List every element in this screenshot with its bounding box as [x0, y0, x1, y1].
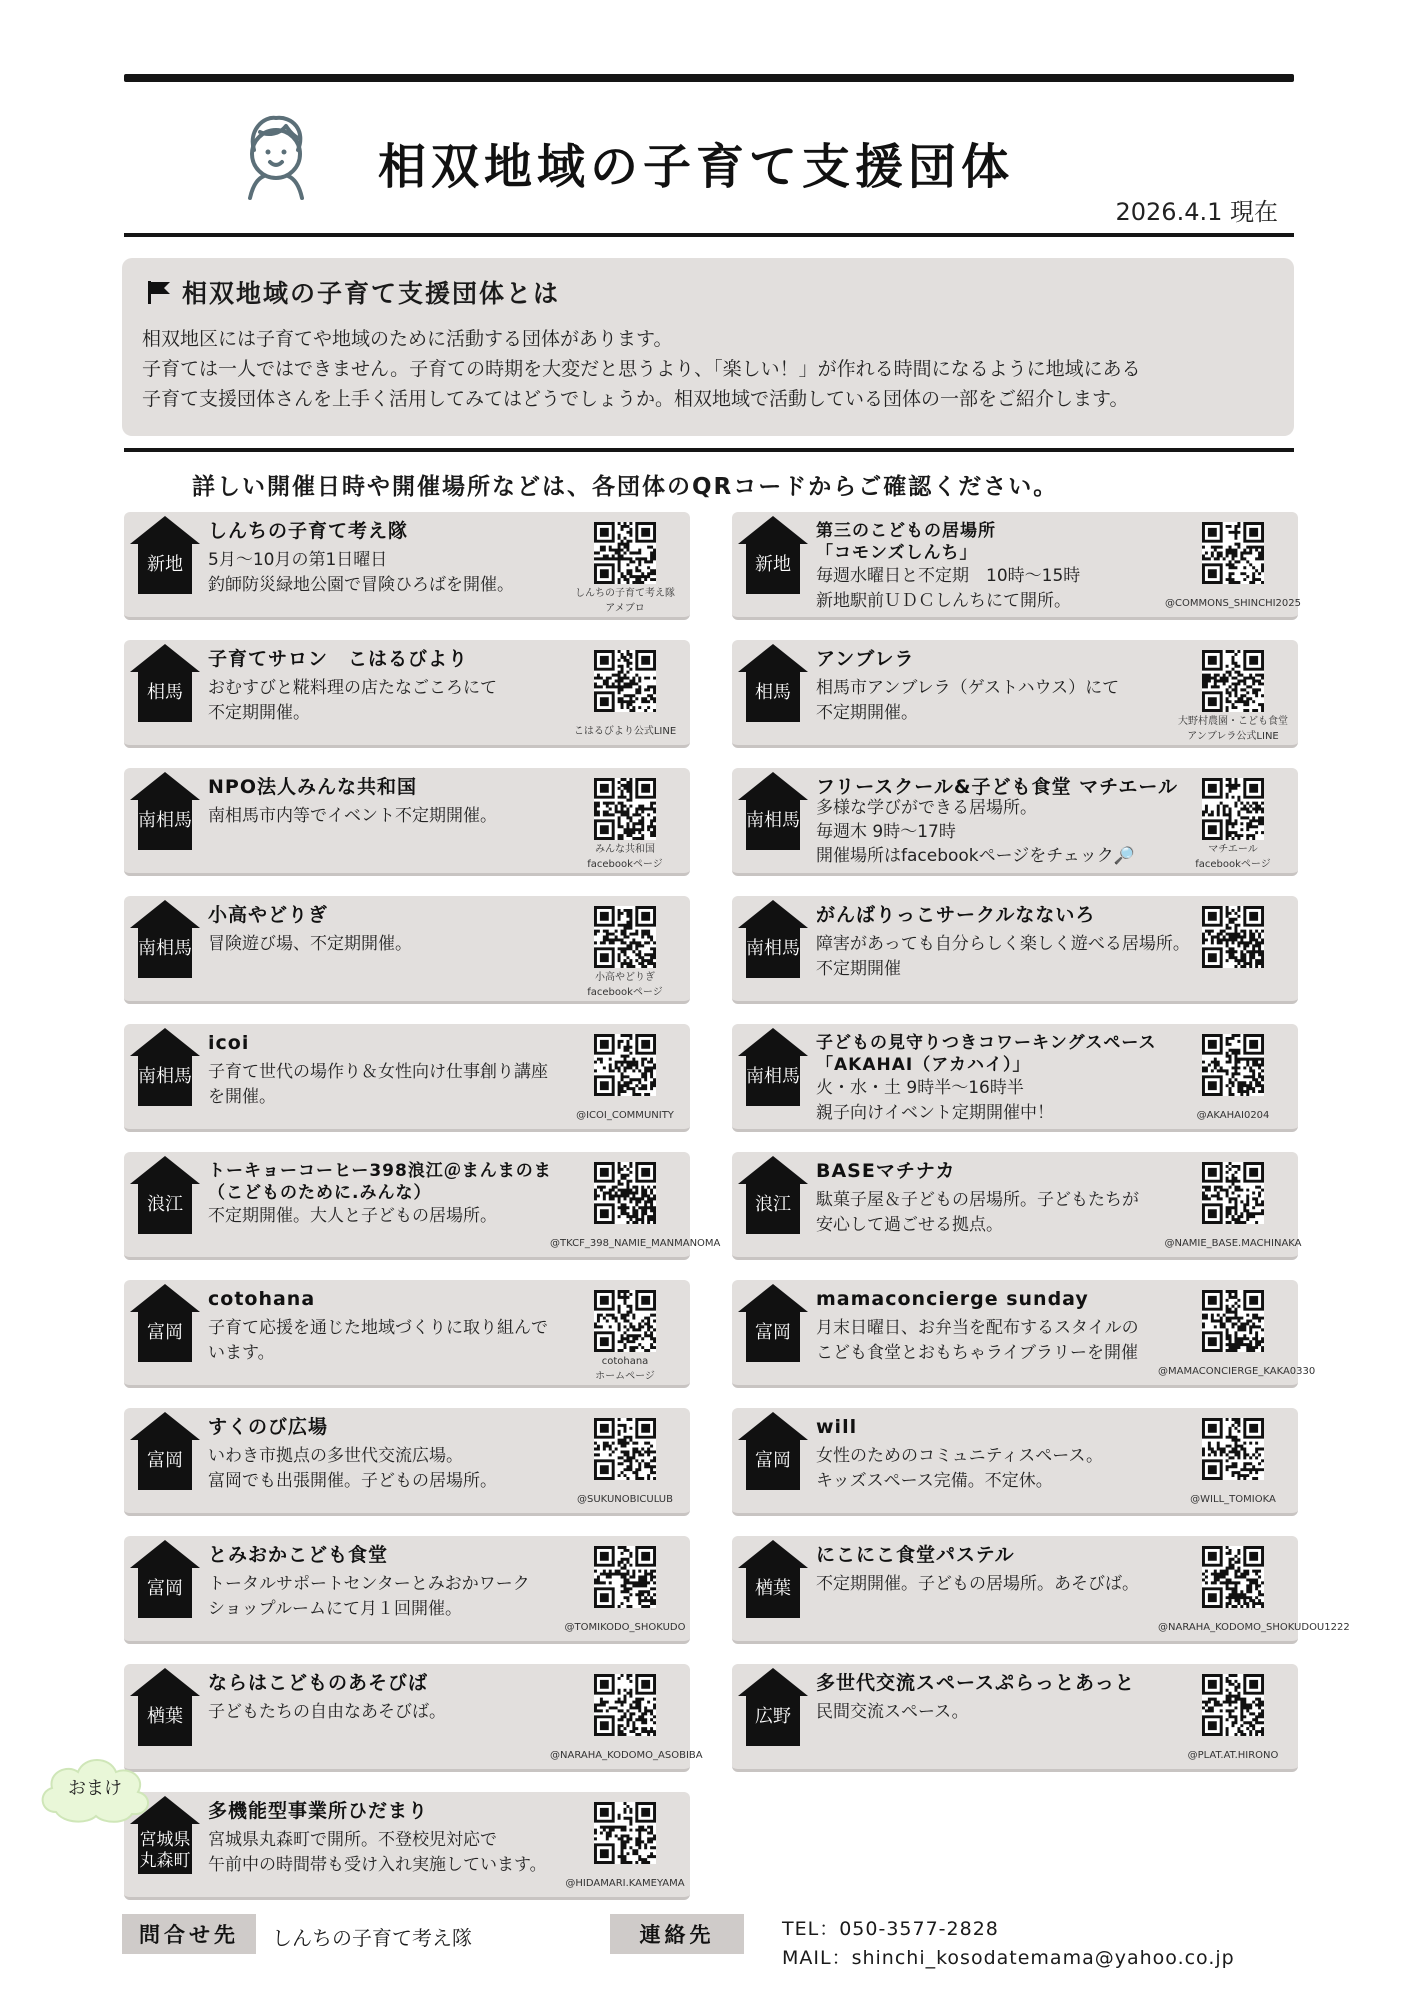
group-name-line: cotohana — [208, 1288, 316, 1310]
qr-caption — [1158, 1748, 1308, 1763]
group-name-line: NPO法人みんな共和国 — [208, 776, 417, 798]
description-line: 民間交流スペース。 — [816, 1702, 969, 1722]
area-line: 富岡 — [755, 1450, 791, 1471]
area-label — [736, 1066, 810, 1088]
group-card — [124, 1152, 721, 1260]
qr-code-icon[interactable] — [594, 1418, 656, 1480]
area-label — [736, 938, 810, 960]
area-badge — [128, 514, 202, 596]
group-name-line: アンブレラ — [816, 648, 915, 670]
group-card — [124, 1408, 690, 1516]
area-label — [128, 1066, 202, 1088]
qr-caption-line: みんな共和国 — [595, 844, 655, 855]
description-line: 子育て応援を通じた地域づくりに取り組んで — [208, 1318, 548, 1338]
area-line: 浪江 — [755, 1194, 791, 1215]
group-card — [732, 1024, 1298, 1132]
description-line: 不定期開催。子どもの居場所。あそびば。 — [816, 1574, 1139, 1594]
group-card — [732, 1408, 1298, 1516]
description-line: を開催。 — [208, 1087, 276, 1107]
area-label — [736, 682, 810, 704]
area-label — [736, 1450, 810, 1472]
group-card — [732, 768, 1298, 876]
contact-info-label: 連絡先 — [610, 1914, 744, 1954]
qr-code-icon[interactable] — [594, 650, 656, 712]
description-line: 障害があっても自分らしく楽しく遊べる居場所。 — [816, 934, 1190, 954]
group-name — [208, 1800, 428, 1822]
group-card — [124, 1792, 690, 1900]
qr-caption-line: @PLAT.AT.HIRONO — [1187, 1750, 1279, 1761]
area-badge — [128, 1410, 202, 1492]
group-card — [124, 512, 690, 620]
qr-code[interactable] — [1202, 522, 1264, 584]
qr-code[interactable] — [594, 650, 656, 712]
area-badge — [736, 1666, 810, 1748]
area-line: 南相馬 — [746, 810, 800, 831]
area-line: 丸森町 — [139, 1851, 191, 1871]
description-line: おむすびと糀料理の店たなごころにて — [208, 678, 497, 698]
intro-line: 相双地区には子育てや地域のために活動する団体があります。 — [142, 328, 673, 350]
description-line: 南相馬市内等でイベント不定期開催。 — [208, 806, 497, 826]
description-line: 午前中の時間帯も受け入れ実施しています。 — [208, 1855, 547, 1875]
group-name — [208, 648, 468, 670]
group-description — [816, 796, 1135, 868]
group-card — [124, 1024, 690, 1132]
group-description — [816, 1444, 1103, 1494]
group-name-line: 第三のこどもの居場所 — [816, 521, 996, 541]
group-description — [208, 1316, 548, 1366]
description-line: 子どもたちの自由なあそびば。 — [208, 1702, 446, 1722]
qr-code-icon[interactable] — [594, 906, 656, 968]
area-label — [128, 554, 202, 576]
group-description — [208, 932, 412, 957]
group-card — [732, 1664, 1298, 1772]
qr-caption — [1158, 1108, 1308, 1123]
group-name-line: （こどものために.みんな） — [208, 1183, 432, 1203]
description-line: 親子向けイベント定期開催中！ — [816, 1103, 1054, 1123]
qr-caption-line: 小高やどりぎ — [595, 972, 655, 983]
group-name-line: フリースクール&子ども食堂 マチエール — [816, 776, 1178, 798]
qr-caption — [1158, 1236, 1308, 1251]
group-description — [208, 1572, 530, 1622]
description-line: 不定期開催。 — [816, 703, 918, 723]
qr-code-icon[interactable] — [1202, 1674, 1264, 1736]
area-label — [736, 1578, 810, 1600]
area-label — [128, 1706, 202, 1728]
qr-code[interactable] — [594, 522, 656, 584]
group-description — [816, 1076, 1054, 1126]
area-line: 相馬 — [755, 682, 791, 703]
description-line: 開催場所はfacebookページをチェック🔎 — [816, 846, 1135, 866]
qr-caption — [550, 1236, 721, 1251]
group-card — [732, 512, 1301, 620]
qr-caption — [550, 1492, 700, 1507]
area-line: 新地 — [147, 554, 183, 575]
intro-line: 子育ては一人ではできません。子育ての時期を大変だと思うより、「楽しい！」が作れる時間になるように地域にある — [142, 358, 1141, 380]
group-name-line: mamaconcierge sunday — [816, 1288, 1089, 1310]
area-line: 富岡 — [147, 1578, 183, 1599]
qr-caption-line: 大野村農園・こども食堂 — [1178, 716, 1288, 727]
intro-heading — [146, 274, 1274, 310]
group-description — [816, 564, 1080, 614]
qr-caption-line: @COMMONS_SHINCHI2025 — [1164, 598, 1301, 609]
group-name-line: 多機能型事業所ひだまり — [208, 1800, 429, 1822]
group-card — [124, 640, 690, 748]
group-description — [816, 1700, 969, 1725]
group-card — [732, 640, 1298, 748]
qr-code-icon[interactable] — [1202, 1162, 1264, 1224]
intro-title: 相双地域の子育て支援団体とは — [182, 279, 561, 308]
area-line: 新地 — [755, 554, 791, 575]
qr-code[interactable] — [1202, 1418, 1264, 1480]
group-description — [208, 1828, 547, 1878]
group-name — [208, 904, 328, 926]
group-name — [816, 776, 1178, 798]
description-line: 駄菓子屋＆子どもの居場所。子どもたちが — [816, 1190, 1139, 1210]
qr-notice: 詳しい開催日時や開催場所などは、各団体のQRコードからご確認ください。 — [192, 474, 1059, 500]
description-line: キッズスペース完備。不定休。 — [816, 1471, 1053, 1491]
qr-caption-line: @ICOI_COMMUNITY — [576, 1110, 674, 1121]
description-line: 毎週木 9時～17時 — [816, 822, 956, 842]
qr-code-icon[interactable] — [1202, 650, 1264, 712]
qr-caption — [550, 842, 700, 872]
area-badge — [128, 1282, 202, 1364]
qr-code-icon[interactable] — [594, 1162, 656, 1224]
group-card — [124, 768, 690, 876]
qr-code-icon[interactable] — [594, 778, 656, 840]
qr-code[interactable] — [1202, 778, 1264, 840]
area-label — [736, 554, 810, 576]
qr-caption-line: @NARAHA_KODOMO_ASOBIBA — [550, 1750, 703, 1761]
description-line: 月末日曜日、お弁当を配布するスタイルの — [816, 1318, 1139, 1338]
group-name — [816, 1416, 857, 1438]
qr-code-icon[interactable] — [1202, 1418, 1264, 1480]
area-line: 南相馬 — [138, 938, 192, 959]
group-description — [816, 676, 1119, 726]
qr-caption-line: しんちの子育て考え隊 — [575, 588, 675, 599]
area-line: 南相馬 — [138, 1066, 192, 1087]
group-card — [124, 1280, 690, 1388]
qr-caption-line: @HIDAMARI.KAMEYAMA — [565, 1878, 685, 1889]
group-description — [816, 1572, 1139, 1597]
area-badge — [128, 1666, 202, 1748]
qr-code[interactable] — [1202, 1674, 1264, 1736]
group-name — [208, 1416, 328, 1438]
qr-caption-line: @MAMACONCIERGE_KAKA0330 — [1158, 1366, 1316, 1377]
qr-code-icon[interactable] — [1202, 522, 1264, 584]
group-name-line: がんばりっこサークルなないろ — [816, 904, 1096, 926]
area-label — [128, 1578, 202, 1600]
group-name — [208, 520, 408, 542]
group-description — [208, 676, 497, 726]
group-name — [208, 1160, 552, 1204]
qr-code[interactable] — [1202, 1162, 1264, 1224]
contact-mail: MAIL：shinchi_kosodatemama@yahoo.co.jp — [782, 1947, 1235, 1969]
description-line: います。 — [208, 1343, 275, 1363]
group-name-line: will — [816, 1416, 858, 1438]
area-badge — [128, 898, 202, 980]
bonus-label: おまけ — [68, 1778, 122, 1799]
group-description — [208, 1060, 548, 1110]
group-card — [732, 1536, 1350, 1644]
description-line: ショップルームにて月１回開催。 — [208, 1599, 462, 1619]
qr-caption-line: facebookページ — [587, 987, 663, 998]
group-description — [208, 1444, 497, 1494]
header-rule — [124, 233, 1294, 237]
area-label — [128, 1830, 202, 1872]
area-label — [128, 1194, 202, 1216]
qr-caption — [550, 970, 700, 1000]
qr-caption — [1158, 596, 1308, 611]
qr-caption-line: アンブレラ公式LINE — [1187, 731, 1279, 742]
qr-code-icon[interactable] — [594, 1674, 656, 1736]
qr-caption-line: @AKAHAI0204 — [1196, 1110, 1270, 1121]
area-line: 広野 — [755, 1706, 791, 1727]
group-name-line: 「AKAHAI（アカハイ）」 — [816, 1055, 1031, 1075]
qr-caption — [1158, 714, 1308, 744]
group-name-line: にこにこ食堂パステル — [816, 1544, 1015, 1566]
group-name — [208, 1544, 388, 1566]
area-badge — [736, 642, 810, 724]
group-name-line: とみおかこども食堂 — [208, 1544, 389, 1566]
qr-code-icon[interactable] — [594, 1546, 656, 1608]
qr-code[interactable] — [594, 778, 656, 840]
description-line: 不定期開催。大人と子どもの居場所。 — [208, 1206, 497, 1226]
group-name-line: 小高やどりぎ — [208, 904, 329, 926]
area-label — [128, 1322, 202, 1344]
qr-code[interactable] — [1202, 650, 1264, 712]
qr-caption — [550, 586, 700, 616]
area-badge — [128, 770, 202, 852]
area-line: 宮城県 — [139, 1830, 191, 1850]
qr-caption — [1158, 1620, 1350, 1635]
qr-caption — [550, 1620, 700, 1635]
qr-caption-line: マチエール — [1208, 844, 1258, 855]
group-card — [124, 1664, 703, 1772]
qr-code[interactable] — [594, 1034, 656, 1096]
qr-code[interactable] — [1202, 1290, 1264, 1352]
group-description — [208, 1700, 446, 1725]
qr-code-icon[interactable] — [1202, 1546, 1264, 1608]
group-card — [732, 1152, 1302, 1260]
top-rule — [124, 74, 1294, 82]
description-line: こども食堂とおもちゃライブラリーを開催 — [816, 1343, 1138, 1363]
group-card — [732, 1280, 1316, 1388]
area-line: 南相馬 — [138, 810, 192, 831]
qr-code[interactable] — [594, 1802, 656, 1864]
flag-icon — [146, 279, 172, 305]
qr-code[interactable] — [594, 1162, 656, 1224]
area-label — [736, 1194, 810, 1216]
contact-org: しんちの子育て考え隊 — [272, 1926, 472, 1950]
group-name — [816, 1544, 1015, 1566]
group-card — [124, 1536, 690, 1644]
description-line: 釣師防災緑地公園で冒険ひろばを開催。 — [208, 575, 514, 595]
description-line: 冒険遊び場、不定期開催。 — [208, 934, 412, 954]
description-line: 新地駅前ＵＤＣしんちにて開所。 — [816, 591, 1071, 611]
group-description — [208, 548, 514, 598]
group-name-line: 多世代交流スペースぷらっとあっと — [816, 1672, 1135, 1694]
qr-caption-line: @TKCF_398_NAMIE_MANMANOMA — [550, 1238, 721, 1249]
group-card — [124, 896, 690, 1004]
area-badge — [128, 1154, 202, 1236]
group-description — [816, 1188, 1139, 1238]
qr-code-icon[interactable] — [1202, 778, 1264, 840]
group-card — [732, 896, 1298, 1004]
description-line: 宮城県丸森町で開所。不登校児対応で — [208, 1830, 497, 1850]
description-line: 安心して過ごせる拠点。 — [816, 1215, 1003, 1235]
area-label — [128, 938, 202, 960]
qr-caption — [550, 724, 700, 739]
group-name — [208, 776, 417, 798]
area-badge — [736, 1026, 810, 1108]
area-line: 相馬 — [147, 682, 183, 703]
qr-code[interactable] — [594, 1546, 656, 1608]
qr-caption — [550, 1748, 703, 1763]
qr-caption — [550, 1108, 700, 1123]
area-label — [128, 682, 202, 704]
group-description — [208, 1204, 497, 1229]
group-name — [816, 648, 914, 670]
qr-caption — [1158, 842, 1308, 872]
area-badge — [128, 1026, 202, 1108]
description-line: 子育て世代の場作り＆女性向け仕事創り講座 — [208, 1062, 548, 1082]
qr-caption-line: @WILL_TOMIOKA — [1190, 1494, 1276, 1505]
qr-caption-line: cotohana — [601, 1356, 649, 1367]
group-name-line: しんちの子育て考え隊 — [208, 520, 409, 542]
description-line: 毎週水曜日と不定期 10時～15時 — [816, 566, 1081, 586]
intro-text — [142, 324, 1274, 414]
section-rule — [124, 448, 1294, 452]
group-name — [816, 1288, 1089, 1310]
qr-caption-line: @NAMIE_BASE.MACHINAKA — [1164, 1238, 1302, 1249]
qr-code-icon[interactable] — [594, 1290, 656, 1352]
group-name — [816, 1672, 1135, 1694]
child-face-icon — [240, 110, 312, 202]
qr-caption-line: アメブロ — [605, 603, 645, 614]
area-line: 楢葉 — [755, 1578, 791, 1599]
contact-tel: TEL：050-3577-2828 — [782, 1918, 999, 1940]
group-description — [208, 804, 497, 829]
area-line: 富岡 — [147, 1322, 183, 1343]
qr-code-icon[interactable] — [1202, 1034, 1264, 1096]
group-name-line: 子育てサロン こはるびより — [208, 648, 469, 670]
qr-code[interactable] — [594, 1674, 656, 1736]
description-line: 不定期開催。 — [208, 703, 310, 723]
group-name — [208, 1032, 249, 1054]
group-name-line: 子どもの見守りつきコワーキングスペース — [816, 1033, 1157, 1053]
area-line: 南相馬 — [746, 1066, 800, 1087]
group-name-line: すくのび広場 — [208, 1416, 329, 1438]
group-description — [816, 932, 1190, 982]
group-name-line: トーキョーコーヒー398浪江＠まんまのま — [208, 1161, 552, 1181]
area-line: 浪江 — [147, 1194, 183, 1215]
group-name — [208, 1288, 315, 1310]
qr-code-icon[interactable] — [594, 522, 656, 584]
qr-caption — [550, 1354, 700, 1384]
qr-caption — [1158, 1492, 1308, 1507]
page-title: 相双地域の子育て支援団体 — [378, 139, 1015, 195]
group-description — [816, 1316, 1139, 1366]
contact-label: 問合せ先 — [122, 1914, 256, 1954]
area-label — [128, 1450, 202, 1472]
area-badge — [736, 770, 810, 852]
intro-box — [122, 258, 1294, 436]
qr-code-icon[interactable] — [1202, 1290, 1264, 1352]
group-name-line: ならはこどものあそびば — [208, 1672, 429, 1694]
qr-code-icon[interactable] — [594, 1802, 656, 1864]
area-line: 富岡 — [755, 1322, 791, 1343]
description-line: いわき市拠点の多世代交流広場。 — [208, 1446, 463, 1466]
qr-caption-line: こはるびより公式LINE — [573, 726, 677, 737]
area-label — [128, 810, 202, 832]
area-badge — [128, 642, 202, 724]
area-badge — [736, 1154, 810, 1236]
description-line: 5月～10月の第1日曜日 — [208, 550, 388, 570]
area-line: 南相馬 — [746, 938, 800, 959]
group-name — [208, 1672, 428, 1694]
qr-code-icon[interactable] — [594, 1034, 656, 1096]
area-badge — [736, 1282, 810, 1364]
qr-caption-line: @NARAHA_KODOMO_SHOKUDOU1222 — [1158, 1622, 1350, 1633]
group-name — [816, 1032, 1156, 1076]
bonus-cloud — [34, 1746, 156, 1826]
group-name — [816, 904, 1095, 926]
area-label — [736, 810, 810, 832]
group-name — [816, 520, 996, 564]
group-name-line: icoi — [208, 1032, 250, 1054]
qr-caption-line: @TOMIKODO_SHOKUDO — [564, 1622, 686, 1633]
description-line: 不定期開催 — [816, 959, 901, 979]
qr-code[interactable] — [1202, 1546, 1264, 1608]
area-badge — [736, 1410, 810, 1492]
area-badge — [736, 1538, 810, 1620]
qr-code-icon[interactable] — [1202, 906, 1264, 968]
description-line: トータルサポートセンターとみおかワーク — [208, 1574, 530, 1594]
qr-code[interactable] — [594, 1418, 656, 1480]
qr-code[interactable] — [1202, 1034, 1264, 1096]
area-badge — [736, 514, 810, 596]
qr-code[interactable] — [1202, 906, 1264, 968]
area-label — [736, 1322, 810, 1344]
qr-caption — [550, 1876, 700, 1891]
qr-code[interactable] — [594, 1290, 656, 1352]
qr-caption-line: @SUKUNOBICULUB — [577, 1494, 673, 1505]
area-line: 楢葉 — [147, 1706, 183, 1727]
description-line: 多様な学びができる居場所。 — [816, 798, 1037, 818]
qr-caption-line: ホームページ — [595, 1371, 655, 1382]
description-line: 富岡でも出張開催。子どもの居場所。 — [208, 1471, 497, 1491]
qr-caption-line: facebookページ — [1195, 859, 1271, 870]
area-badge — [736, 898, 810, 980]
as-of-date: 2026.4.1 現在 — [1115, 198, 1278, 226]
group-name-line: BASEマチナカ — [816, 1160, 956, 1182]
qr-code[interactable] — [594, 906, 656, 968]
description-line: 火・水・土 9時半～16時半 — [816, 1078, 1024, 1098]
description-line: 相馬市アンブレラ（ゲストハウス）にて — [816, 678, 1120, 698]
area-line: 富岡 — [147, 1450, 183, 1471]
qr-caption-line: facebookページ — [587, 859, 663, 870]
qr-caption — [1158, 1364, 1316, 1379]
area-badge — [128, 1538, 202, 1620]
group-name — [816, 1160, 955, 1182]
area-label — [736, 1706, 810, 1728]
group-name-line: 「コモンズしんち」 — [816, 543, 978, 563]
description-line: 女性のためのコミュニティスペース。 — [816, 1446, 1103, 1466]
intro-line: 子育て支援団体さんを上手く活用してみてはどうでしょうか。相双地域で活動している団体の一部をご紹介します。 — [142, 388, 1129, 410]
